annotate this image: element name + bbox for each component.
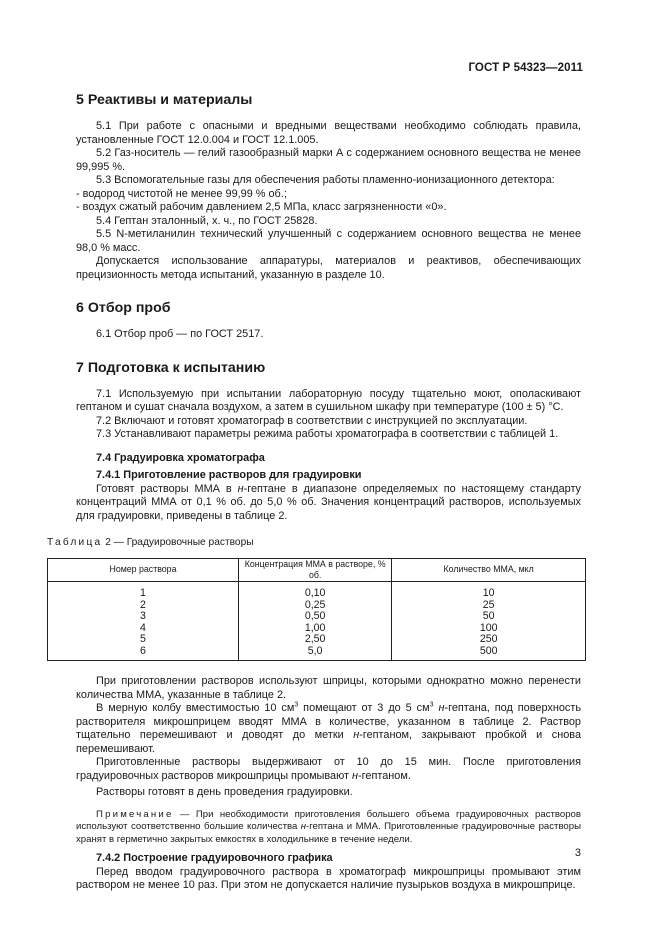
col-header-concentration: Концентрация ММА в растворе, % об. (238, 558, 391, 582)
cell-concentration: 0,25 (238, 600, 391, 612)
paragraph-7-4-1: Готовят растворы ММА в н-гептане в диапазоне определяемых по настоящему стандарту концентраций ММА от 0,1 % об. до 5,0 % об. Значения концентраций растворов, используемых для градуировки, приведены в таблице 2. (76, 482, 581, 522)
calibration-table (47, 558, 586, 662)
page-number: 3 (574, 847, 581, 859)
cell-concentration: 2,50 (238, 634, 391, 646)
paragraph-5-5: 5.5 N-метиланилин технический улучшенный с содержанием основного вещества не менее 98,0 % масс. (76, 228, 581, 254)
cell-number: 3 (48, 611, 239, 623)
table-header-row (48, 558, 586, 582)
paragraph-5-2: 5.2 Газ-носитель — гелий газообразный марки А с содержанием основного вещества не менее 99,995 %. (76, 147, 581, 173)
paragraph-7-2: 7.2 Включают и готовят хроматограф в соответствии с инструкцией по эксплуатации. (96, 414, 528, 427)
col-header-amount: Количество ММА, мкл (392, 558, 586, 582)
table-row (48, 646, 586, 661)
paragraph-5-1: 5.1 При работе с опасными и вредными веществами необходимо соблюдать правила, установленные ГОСТ 12.0.004 и ГОСТ 12.1.005. (76, 120, 581, 146)
paragraph-5-4: 5.4 Гептан эталонный, х. ч., по ГОСТ 25828. (96, 214, 318, 227)
cell-amount: 250 (392, 634, 586, 646)
cell-concentration: 1,00 (238, 623, 391, 635)
table-row (48, 634, 586, 646)
paragraph-7-1: 7.1 Используемую при испытании лабораторную посуду тщательно моют, ополаскивают гептаном и сушат сначала воздухом, а затем в сушильном шкафу при температуре (100 ± 5) °С. (76, 387, 581, 413)
cell-amount: 10 (392, 582, 586, 600)
paragraph-same-day: Растворы готовят в день проведения градуировки. (96, 786, 353, 799)
paragraph-syringes: При приготовлении растворов используют шприцы, которыми однократно можно перенести количества ММА, указанные в таблице 2. (76, 675, 581, 701)
list-item-air: - воздух сжатый рабочим давлением 2,5 МПа, класс загрязненности «0». (76, 201, 447, 213)
subsection-7-4-2-heading: 7.4.2 Построение градуировочного графика (96, 852, 333, 865)
standard-header: ГОСТ Р 54323—2011 (468, 62, 583, 74)
cell-number: 6 (48, 646, 239, 661)
cell-number: 1 (48, 582, 239, 600)
paragraph-7-4-2: Перед вводом градуировочного раствора в хроматограф микрошприцы промывают этим раствором не менее 10 раз. При этом не допускается наличие пузырьков воздуха в микрошприце. (76, 865, 581, 892)
table-2-caption: Таблица 2 — Градуировочные растворы (47, 537, 254, 548)
section-6-heading: 6 Отбор проб (76, 300, 171, 316)
col-header-solution-number: Номер раствора (48, 558, 239, 582)
section-7-heading: 7 Подготовка к испытанию (76, 359, 266, 376)
note-paragraph: Примечание — При необходимости приготовления большего объема градуировочных растворов используют соответственно большие количества н-гептана и ММА. Приготовленные градуировочные растворы хранят в герметично закрытых емкостях в холодильнике в течение недели. (76, 808, 581, 845)
cell-amount: 50 (392, 611, 586, 623)
paragraph-6-1: 6.1 Отбор проб — по ГОСТ 2517. (96, 328, 264, 340)
subsection-7-4-heading: 7.4 Градуировка хроматографа (96, 451, 265, 464)
list-item-hydrogen: - водород чистотой не менее 99,99 % об.; (76, 187, 287, 200)
cell-amount: 100 (392, 623, 586, 635)
cell-number: 5 (48, 634, 239, 646)
table-row (48, 611, 586, 623)
paragraph-5-note: Допускается использование аппаратуры, материалов и реактивов, обеспечивающих прецизионность метода испытаний, указанную в разделе 10. (76, 255, 581, 281)
cell-number: 4 (48, 623, 239, 635)
cell-concentration: 0,50 (238, 611, 391, 623)
cell-concentration: 0,10 (238, 582, 391, 600)
section-5-heading: 5 Реактивы и материалы (76, 92, 253, 108)
paragraph-7-3: 7.3 Устанавливают параметры режима работы хроматографа в соответствии с таблицей 1. (96, 428, 559, 440)
cell-amount: 500 (392, 646, 586, 661)
cell-amount: 25 (392, 600, 586, 612)
paragraph-flask: В мерную колбу вместимостью 10 $см^3$ помещают от 3 до 5 $см^3$ н-гептана, под поверхность растворителя микрошприцем вводят ММА в количестве, указанном в таблице 2. Раствор тщательно перемешивают и доводят до метки н-гептаном, закрывают пробкой и снова перемешивают. (76, 701, 581, 755)
cell-concentration: 5,0 (238, 646, 391, 661)
document-body (47, 92, 581, 893)
subsection-7-4-1-heading: 7.4.1 Приготовление растворов для градуировки (96, 469, 362, 481)
table-row (48, 582, 586, 600)
paragraph-5-3: 5.3 Вспомогательные газы для обеспечения работы пламенно-ионизационного детектора: (96, 174, 555, 186)
cell-number: 2 (48, 600, 239, 612)
paragraph-aging: Приготовленные растворы выдерживают от 10 до 15 мин. После приготовления градуировочных растворов микрошприцы промывают н-гептаном. (76, 756, 581, 782)
